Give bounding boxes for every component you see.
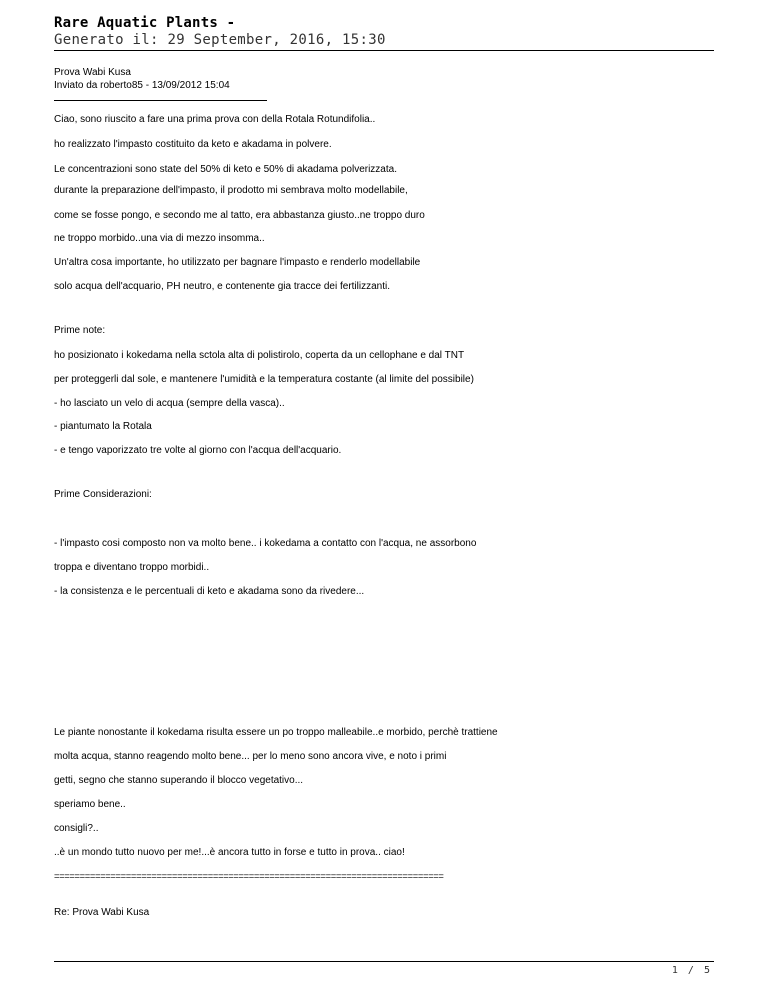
post-body-line: troppa e diventano troppo morbidi.. [54, 562, 210, 573]
post-body-line: per proteggerli dal sole, e mantenere l'umidità e la temperatura costante (al limite del possibile) [54, 374, 474, 385]
post-body-line: molta acqua, stanno reagendo molto bene... per lo meno sono ancora vive, e noto i primi [54, 751, 447, 762]
post-body-line: ho posizionato i kokedama nella sctola alta di polistirolo, coperta da un cellophane e dal TNT [54, 350, 465, 361]
post-body-line: Le piante nonostante il kokedama risulta essere un po troppo malleabile..e morbido, perchè trattiene [54, 727, 498, 738]
post-body-line: ho realizzato l'impasto costituito da keto e akadama in polvere. [54, 139, 332, 150]
post-body-line: come se fosse pongo, e secondo me al tatto, era abbastanza giusto..ne troppo duro [54, 210, 425, 221]
post-meta: Inviato da roberto85 - 13/09/2012 15:04 [54, 80, 230, 91]
post-body-line: Un'altra cosa importante, ho utilizzato per bagnare l'impasto e renderlo modellabile [54, 257, 421, 268]
post-separator: ============================================================================ [54, 870, 444, 881]
generated-timestamp: Generato il: 29 September, 2016, 15:30 [54, 32, 386, 48]
post-title: Prova Wabi Kusa [54, 67, 131, 78]
post-body-line: - piantumato la Rotala [54, 421, 152, 432]
post-body-line: Le concentrazioni sono state del 50% di keto e 50% di akadama polverizzata. [54, 164, 397, 175]
post-body-line: ..è un mondo tutto nuovo per me!...è ancora tutto in forse e tutto in prova.. ciao! [54, 847, 405, 858]
post-body-line: - e tengo vaporizzato tre volte al giorno con l'acqua dell'acquario. [54, 445, 342, 456]
site-title: Rare Aquatic Plants - [54, 15, 236, 31]
post-body-line: - l'impasto cosi composto non va molto bene.. i kokedama a contatto con l'acqua, ne assorbono [54, 538, 477, 549]
post-body-line: durante la preparazione dell'impasto, il prodotto mi sembrava molto modellabile, [54, 185, 408, 196]
post-meta-divider [54, 100, 267, 101]
footer-divider [54, 961, 714, 962]
post-body-line: Ciao, sono riuscito a fare una prima prova con della Rotala Rotundifolia.. [54, 114, 376, 125]
header-divider [54, 50, 714, 51]
page-number: 1 / 5 [671, 965, 712, 976]
post-body-line: solo acqua dell'acquario, PH neutro, e contenente gia tracce dei fertilizzanti. [54, 281, 390, 292]
post-body-line: - la consistenza e le percentuali di keto e akadama sono da rivedere... [54, 586, 365, 597]
post-body-line: - ho lasciato un velo di acqua (sempre della vasca).. [54, 398, 285, 409]
post-body-line: consigli?.. [54, 823, 99, 834]
section-heading-prime-considerazioni: Prime Considerazioni: [54, 489, 152, 500]
reply-title: Re: Prova Wabi Kusa [54, 907, 150, 918]
section-heading-prime-note: Prime note: [54, 325, 106, 336]
post-body-line: ne troppo morbido..una via di mezzo insomma.. [54, 233, 265, 244]
post-body-line: speriamo bene.. [54, 799, 126, 810]
post-body-line: getti, segno che stanno superando il blocco vegetativo... [54, 775, 304, 786]
